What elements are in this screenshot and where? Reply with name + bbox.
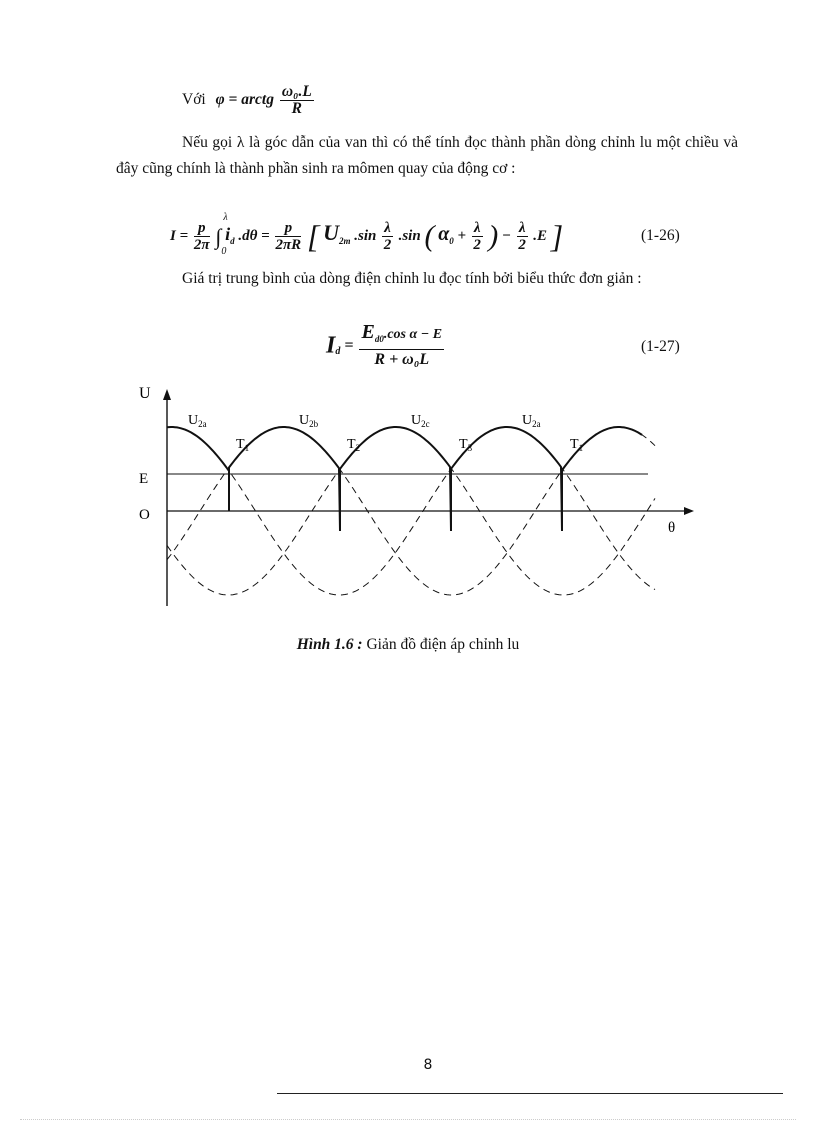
- formula-voi-numerator: ω₀.L: [281, 83, 312, 100]
- eq126-f1-num: p: [194, 220, 210, 237]
- thyristor-label-t3: $T_3$: [459, 437, 473, 453]
- phase-label-u2c: $U_{2c}$: [411, 413, 430, 429]
- eq126-U: U: [323, 219, 340, 245]
- figure-caption-label: Hình 1.6 :: [296, 636, 363, 653]
- page-bottom-dotted-rule: [20, 1119, 796, 1120]
- eq126-sin2: .sin: [398, 227, 421, 244]
- eq126-integral-lower: 0: [221, 245, 227, 257]
- page-number: 8: [423, 1057, 433, 1073]
- u-axis-arrow: [163, 389, 171, 400]
- eq126-f2-num: p: [275, 220, 301, 237]
- eq127-denominator: R + ω₀L: [374, 350, 430, 368]
- paragraph-conduction-angle: Nếu gọi λ là góc dẫn của van thì có thể tính đọc thành phần dòng chỉnh lu một chiều và đây cũng chính là thành phần sinh ra mômen quay của động cơ :: [116, 134, 738, 177]
- figure-caption: [0, 636, 816, 654]
- eq126-f4-den: 2: [473, 237, 481, 253]
- thyristor-label-t1-2: $T_1$: [570, 437, 584, 453]
- eq126-integrand: i: [225, 223, 231, 244]
- thyristor-label-t1: $T_1$: [236, 437, 250, 453]
- eq126-paren-close: ): [488, 219, 499, 253]
- rectifier-voltage-diagram: [0, 380, 816, 620]
- eq126-E: .E: [533, 227, 548, 244]
- footer-rule: [277, 1093, 783, 1094]
- paragraph-average-current: Giá trị trung bình của dòng điện chỉnh lu đọc tính bởi biểu thức đơn giản :: [182, 270, 642, 287]
- formula-voi-fraction: [280, 84, 314, 117]
- o-label: O: [139, 507, 150, 523]
- formula-voi-rhs: = arctg: [228, 91, 274, 109]
- eq126-paren-open: (: [424, 219, 435, 253]
- eq126-U-sub: 2m: [339, 235, 351, 246]
- formula-voi-phi: φ: [215, 91, 225, 109]
- eq126-dtheta: .dθ =: [238, 227, 270, 244]
- eq126-alpha: α: [438, 222, 450, 245]
- e-label: E: [139, 471, 149, 487]
- phase-label-u2a-2: $U_{2a}$: [522, 413, 541, 429]
- eq127-num-E: E: [361, 321, 375, 343]
- figure-caption-text: Giản đồ điện áp chỉnh lu: [362, 636, 520, 653]
- equation-number-1-26: (1-26): [641, 227, 680, 244]
- eq126-lhs: I =: [170, 227, 189, 244]
- axis-theta-label: θ: [668, 520, 676, 536]
- eq126-sin1: .sin: [354, 227, 377, 244]
- phase-label-u2a: $U_{2a}$: [188, 413, 207, 429]
- eq127-lhs: I: [326, 332, 336, 359]
- eq126-f3-den: 2: [383, 237, 392, 253]
- eq126-plus: +: [457, 227, 467, 244]
- axis-u-label: U: [139, 385, 151, 402]
- eq126-f3-num: λ: [384, 220, 391, 236]
- eq126-f5-den: 2: [518, 237, 526, 253]
- equation-1-27: [326, 322, 446, 370]
- eq126-integral: [215, 211, 228, 257]
- formula-voi-prefix: Với: [182, 91, 206, 109]
- eq127-num-E-sub: d0: [374, 333, 384, 344]
- eq126-integral-upper: λ: [223, 211, 228, 223]
- formula-voi-denominator: R: [291, 100, 302, 117]
- eq127-equals: =: [344, 336, 354, 354]
- equation-number-1-27: (1-27): [641, 338, 680, 355]
- eq126-bracket-open: [: [306, 218, 320, 254]
- eq126-integrand-sub: d: [230, 235, 235, 246]
- eq126-minus: −: [502, 227, 512, 244]
- eq127-num-rest: .cos α − E: [383, 327, 443, 342]
- formula-voi: [182, 84, 316, 117]
- equation-1-26: [170, 211, 564, 257]
- phase-label-u2b: $U_{2b}$: [299, 413, 319, 429]
- eq126-f1-den: 2π: [193, 237, 210, 253]
- eq126-f4-num: λ: [473, 220, 481, 236]
- eq126-alpha-sub: 0: [449, 235, 454, 246]
- eq126-bracket-close: ]: [550, 218, 564, 254]
- eq126-integral-sign: ∫: [215, 223, 222, 249]
- eq126-f2-den: 2πR: [275, 237, 302, 253]
- thyristor-label-t2: $T_2$: [347, 437, 361, 453]
- eq127-lhs-sub: d: [335, 345, 341, 357]
- eq126-f5-num: λ: [518, 220, 526, 236]
- theta-axis-arrow: [684, 507, 694, 515]
